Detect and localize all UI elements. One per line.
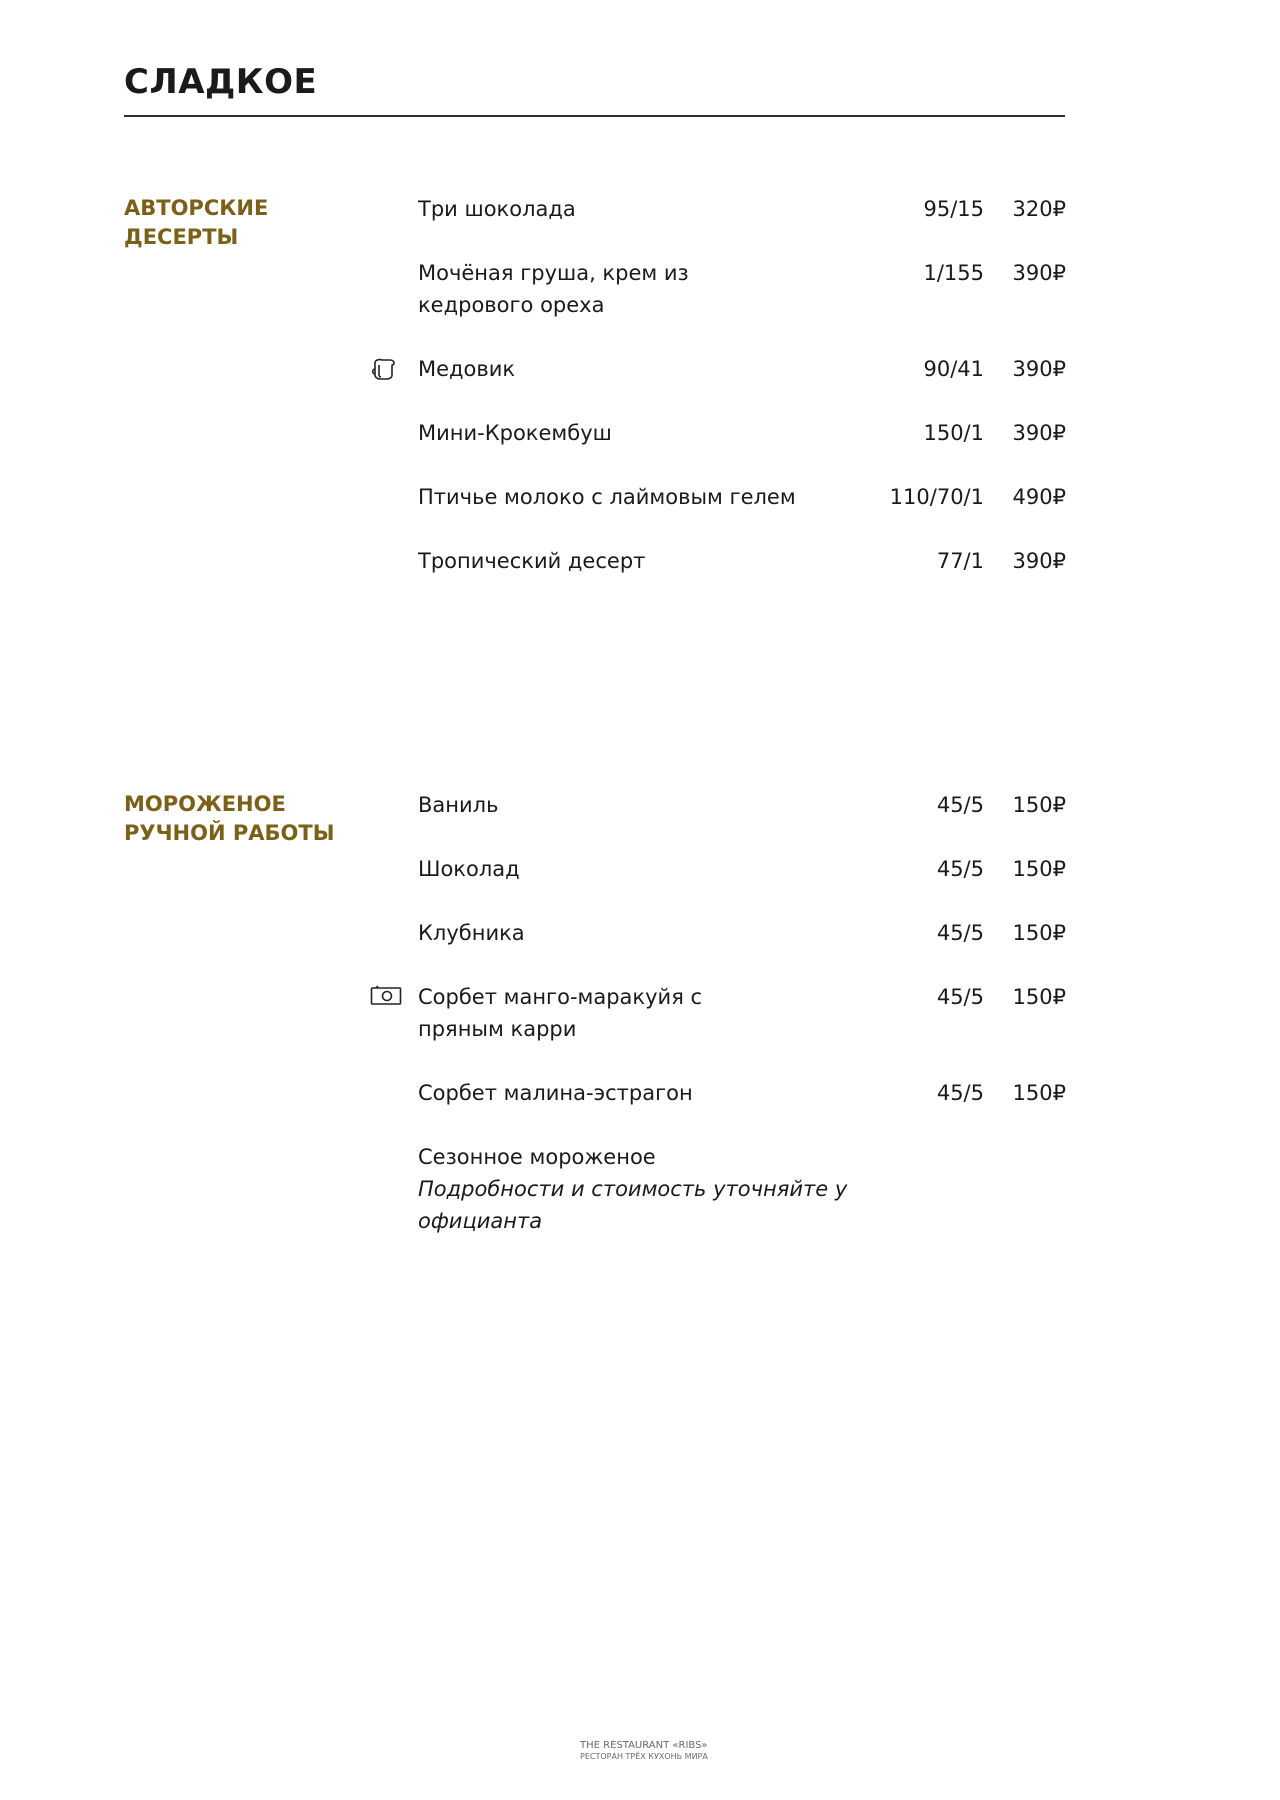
item-price: 150₽ — [1012, 857, 1066, 881]
item-name: Птичье молоко с лаймовым гелем — [418, 485, 796, 509]
footer-tagline: РЕСТОРАН ТРЁХ КУХОНЬ МИРА — [580, 1752, 708, 1761]
item-name: Сорбет малина-эстрагон — [418, 1081, 693, 1105]
item-weight: 95/15 — [923, 197, 984, 221]
item-price: 320₽ — [1012, 197, 1066, 221]
item-name: Шоколад — [418, 857, 520, 881]
item-name: Сезонное мороженое — [418, 1145, 656, 1169]
item-weight: 45/5 — [936, 985, 984, 1009]
item-name: Тропический десерт — [418, 549, 646, 573]
footer-restaurant-name: THE RESTAURANT «RIBS» — [580, 1740, 708, 1751]
item-weight: 45/5 — [936, 921, 984, 945]
item-name: Клубника — [418, 921, 525, 945]
item-weight: 110/70/1 — [889, 485, 984, 509]
title-divider — [124, 115, 1065, 117]
item-price: 150₽ — [1012, 793, 1066, 817]
item-name-block — [418, 1141, 858, 1237]
item-price: 150₽ — [1012, 921, 1066, 945]
item-price: 390₽ — [1012, 549, 1066, 573]
section-title-handmade-ice-cream: МОРОЖЕНОЕ РУЧНОЙ РАБОТЫ — [124, 792, 335, 845]
item-name: Мочёная груша, крем из кедрового ореха — [418, 261, 689, 317]
item-name: Ваниль — [418, 793, 499, 817]
photo-icon — [370, 985, 402, 1009]
item-name: Три шоколада — [418, 197, 576, 221]
item-weight: 45/5 — [936, 1081, 984, 1105]
item-price: 390₽ — [1012, 421, 1066, 445]
item-weight: 45/5 — [936, 793, 984, 817]
item-weight: 45/5 — [936, 857, 984, 881]
item-weight: 1/155 — [923, 261, 984, 285]
footer — [580, 1740, 708, 1762]
item-weight: 150/1 — [923, 421, 984, 445]
item-note: Подробности и стоимость уточняйте у официанта — [418, 1177, 848, 1233]
page-title: СЛАДКОЕ — [124, 62, 318, 102]
honey-jar-icon — [370, 357, 402, 381]
item-price: 150₽ — [1012, 985, 1066, 1009]
item-weight: 77/1 — [936, 549, 984, 573]
item-price: 490₽ — [1012, 485, 1066, 509]
item-name: Мини-Крокембуш — [418, 421, 612, 445]
item-price: 150₽ — [1012, 1081, 1066, 1105]
item-weight: 90/41 — [923, 357, 984, 381]
item-name: Медовик — [418, 357, 516, 381]
item-name: Сорбет манго-маракуйя с пряным карри — [418, 985, 703, 1041]
item-price: 390₽ — [1012, 261, 1066, 285]
item-price: 390₽ — [1012, 357, 1066, 381]
section-title-author-desserts: АВТОРСКИЕ ДЕСЕРТЫ — [124, 196, 269, 249]
